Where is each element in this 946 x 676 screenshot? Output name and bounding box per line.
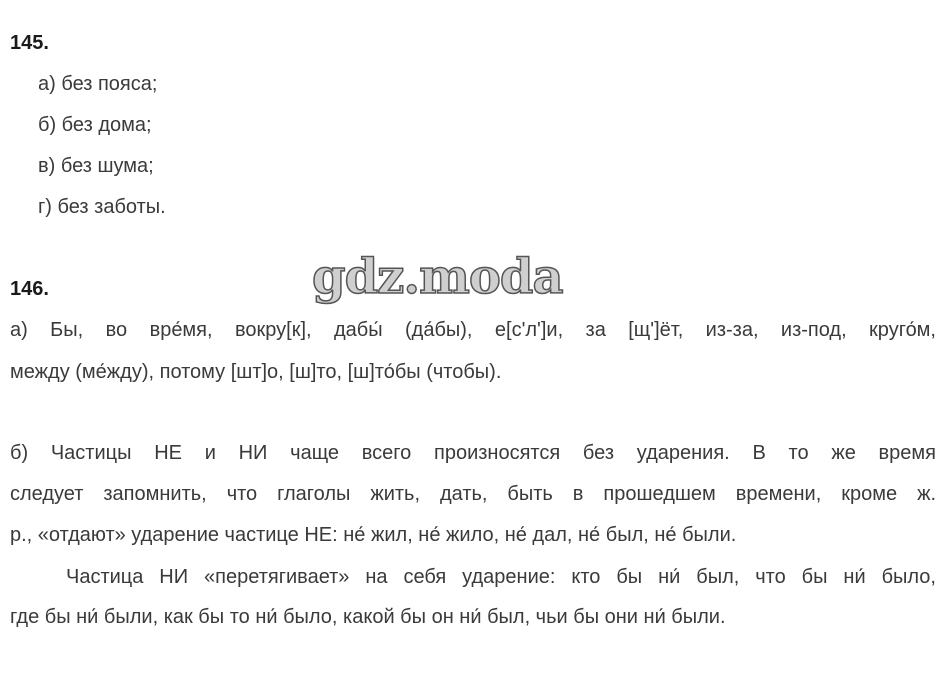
task-146-part-a-line-1: а) Бы, во вре́мя, вокру[к], дабы́ (да́бы), е[с'л']и, за [щ']ёт, из-за, из-под, круго́м, [10, 319, 936, 341]
task-146-part-c-line-1: Частица НИ «перетягивает» на себя ударение: кто бы ни́ был, что бы ни́ было, [66, 566, 936, 588]
task-146-number: 146. [10, 278, 49, 300]
task-146-part-a-line-2: между (ме́жду), потому [шт]о, [ш]то, [ш]то́бы (чтобы). [10, 361, 502, 383]
task-146-part-b-line-3: р., «отдают» ударение частице НЕ: не́ жил, не́ жило, не́ дал, не́ был, не́ были. [10, 524, 737, 546]
watermark-logo: gdz.moda [312, 249, 563, 305]
task-146-part-b-line-2: следует запомнить, что глаголы жить, дать, быть в прошедшем времени, кроме ж. [10, 483, 936, 505]
task-145-item-b: б) без дома; [38, 114, 152, 136]
task-145-item-d: г) без заботы. [38, 196, 166, 218]
task-145-item-a: а) без пояса; [38, 73, 158, 95]
task-146-part-c-line-2: где бы ни́ были, как бы то ни́ было, какой бы он ни́ был, чьи бы они ни́ были. [10, 606, 726, 628]
task-145-number: 145. [10, 32, 49, 54]
task-145-item-c: в) без шума; [38, 155, 154, 177]
task-146-part-b-line-1: б) Частицы НЕ и НИ чаще всего произносятся без ударения. В то же время [10, 442, 936, 464]
